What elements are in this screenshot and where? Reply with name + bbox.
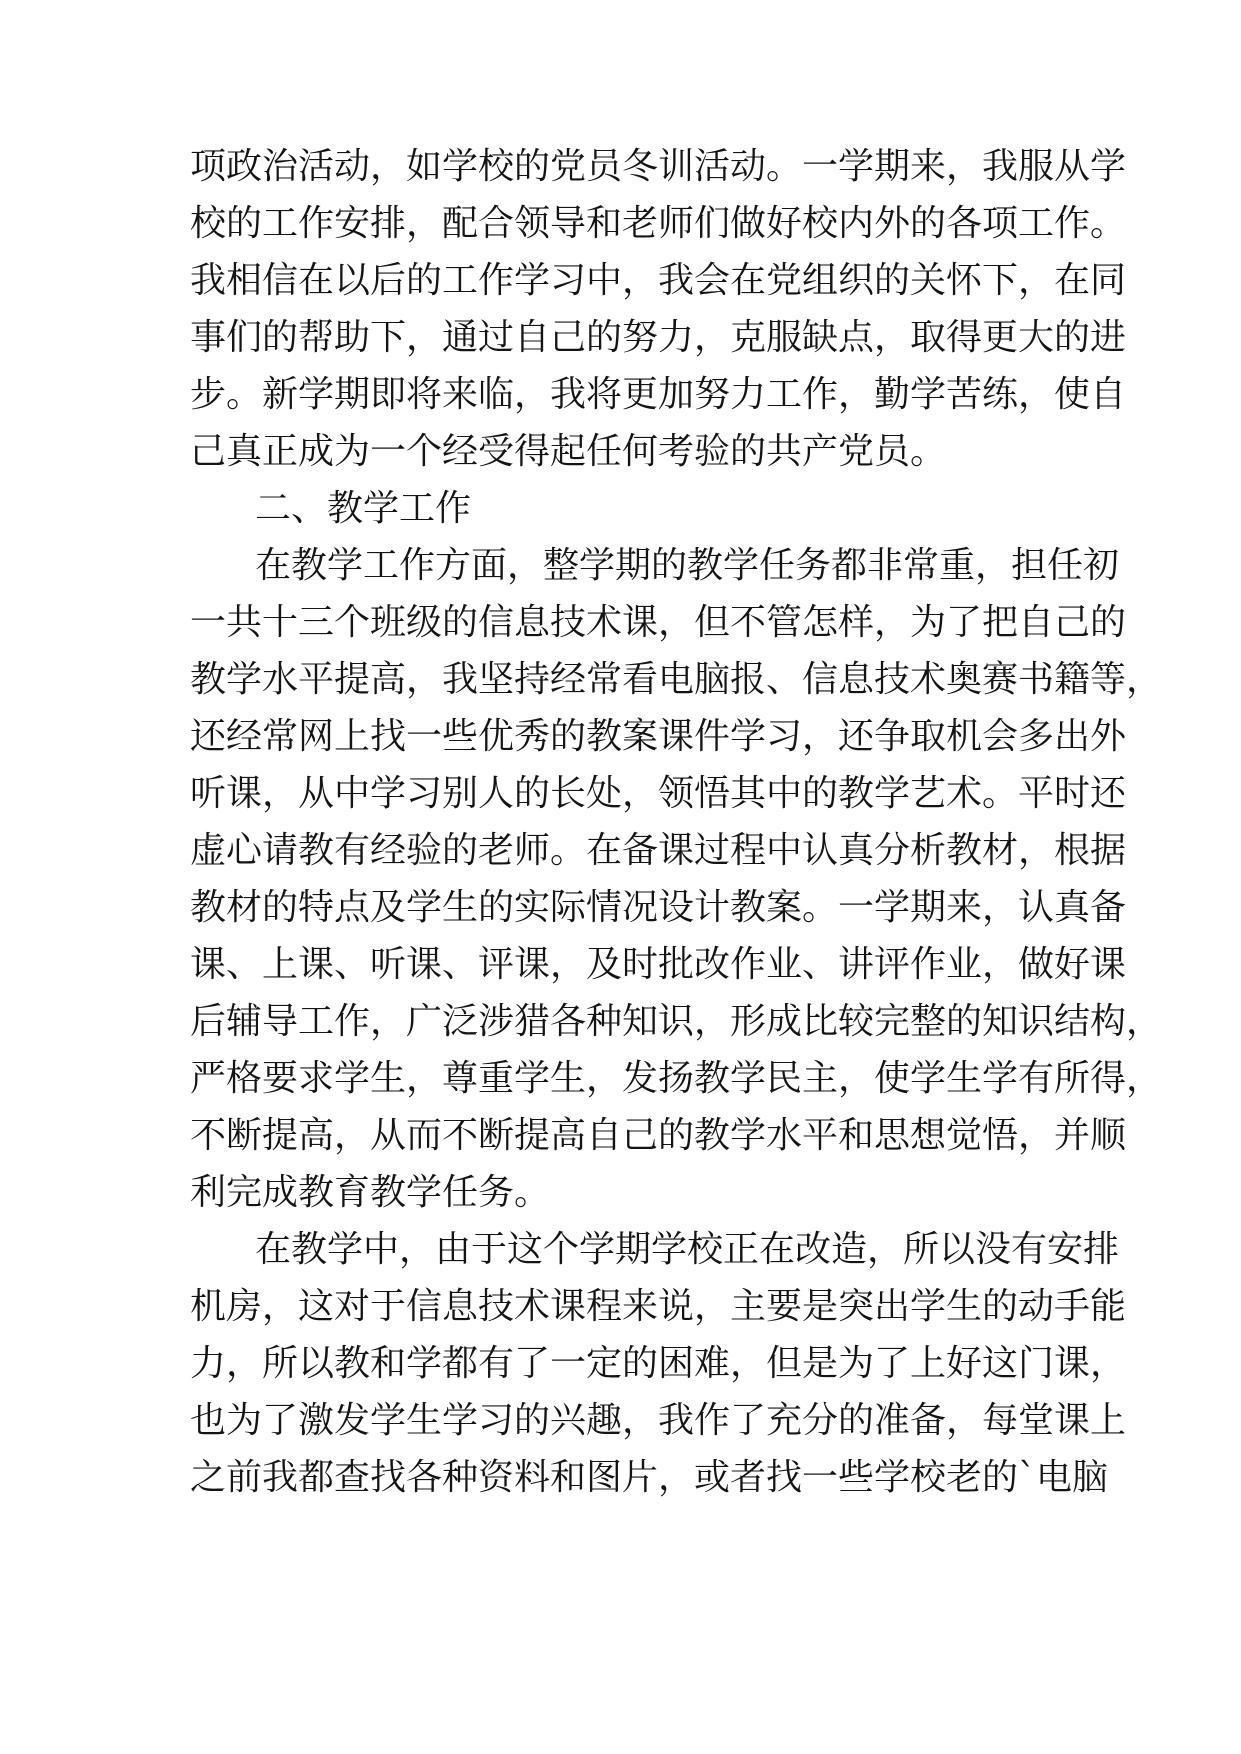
text-line: 不断提高，从而不断提高自己的教学水平和思想觉悟，并顺 — [190, 1115, 1127, 1156]
text-line: 也为了激发学生学习的兴趣，我作了充分的准备，每堂课上 — [190, 1400, 1127, 1441]
text-line: 事们的帮助下，通过自己的努力，克服缺点，取得更大的进 — [190, 317, 1127, 358]
text-line: 教材的特点及学生的实际情况设计教案。一学期来，认真备 — [190, 887, 1127, 928]
text-line: 一共十三个班级的信息技术课，但不管怎样，为了把自己的 — [190, 602, 1127, 643]
text-line: 教学水平提高，我坚持经常看电脑报、信息技术奥赛书籍等， — [190, 659, 1163, 700]
text-line: 听课，从中学习别人的长处，领悟其中的教学艺术。平时还 — [190, 773, 1127, 814]
text-line: 虚心请教有经验的老师。在备课过程中认真分析教材，根据 — [190, 830, 1127, 871]
text-line: 在教学中，由于这个学期学校正在改造，所以没有安排 — [255, 1229, 1120, 1270]
text-line: 校的工作安排，配合领导和老师们做好校内外的各项工作。 — [190, 203, 1127, 244]
text-line: 后辅导工作，广泛涉猎各种知识，形成比较完整的知识结构， — [190, 1001, 1163, 1042]
text-line: 项政治活动，如学校的党员冬训活动。一学期来，我服从学 — [190, 146, 1127, 187]
text-line: 机房，这对于信息技术课程来说，主要是突出学生的动手能 — [190, 1286, 1127, 1327]
text-line: 之前我都查找各种资料和图片，或者找一些学校老的`电脑 — [190, 1457, 1109, 1498]
text-line: 还经常网上找一些优秀的教案课件学习，还争取机会多出外 — [190, 716, 1127, 757]
text-line: 力，所以教和学都有了一定的困难，但是为了上好这门课， — [190, 1343, 1127, 1384]
text-line: 严格要求学生，尊重学生，发扬教学民主，使学生学有所得， — [190, 1058, 1163, 1099]
text-line: 在教学工作方面，整学期的教学任务都非常重，担任初 — [255, 545, 1120, 586]
text-line: 步。新学期即将来临，我将更加努力工作，勤学苦练，使自 — [190, 374, 1127, 415]
text-line: 己真正成为一个经受得起任何考验的共产党员。 — [190, 431, 947, 472]
section-heading: 二、教学工作 — [255, 488, 472, 529]
text-line: 利完成教育教学任务。 — [190, 1172, 551, 1213]
text-line: 课、上课、听课、评课，及时批改作业、讲评作业，做好课 — [190, 944, 1127, 985]
text-line: 我相信在以后的工作学习中，我会在党组织的关怀下，在同 — [190, 260, 1127, 301]
